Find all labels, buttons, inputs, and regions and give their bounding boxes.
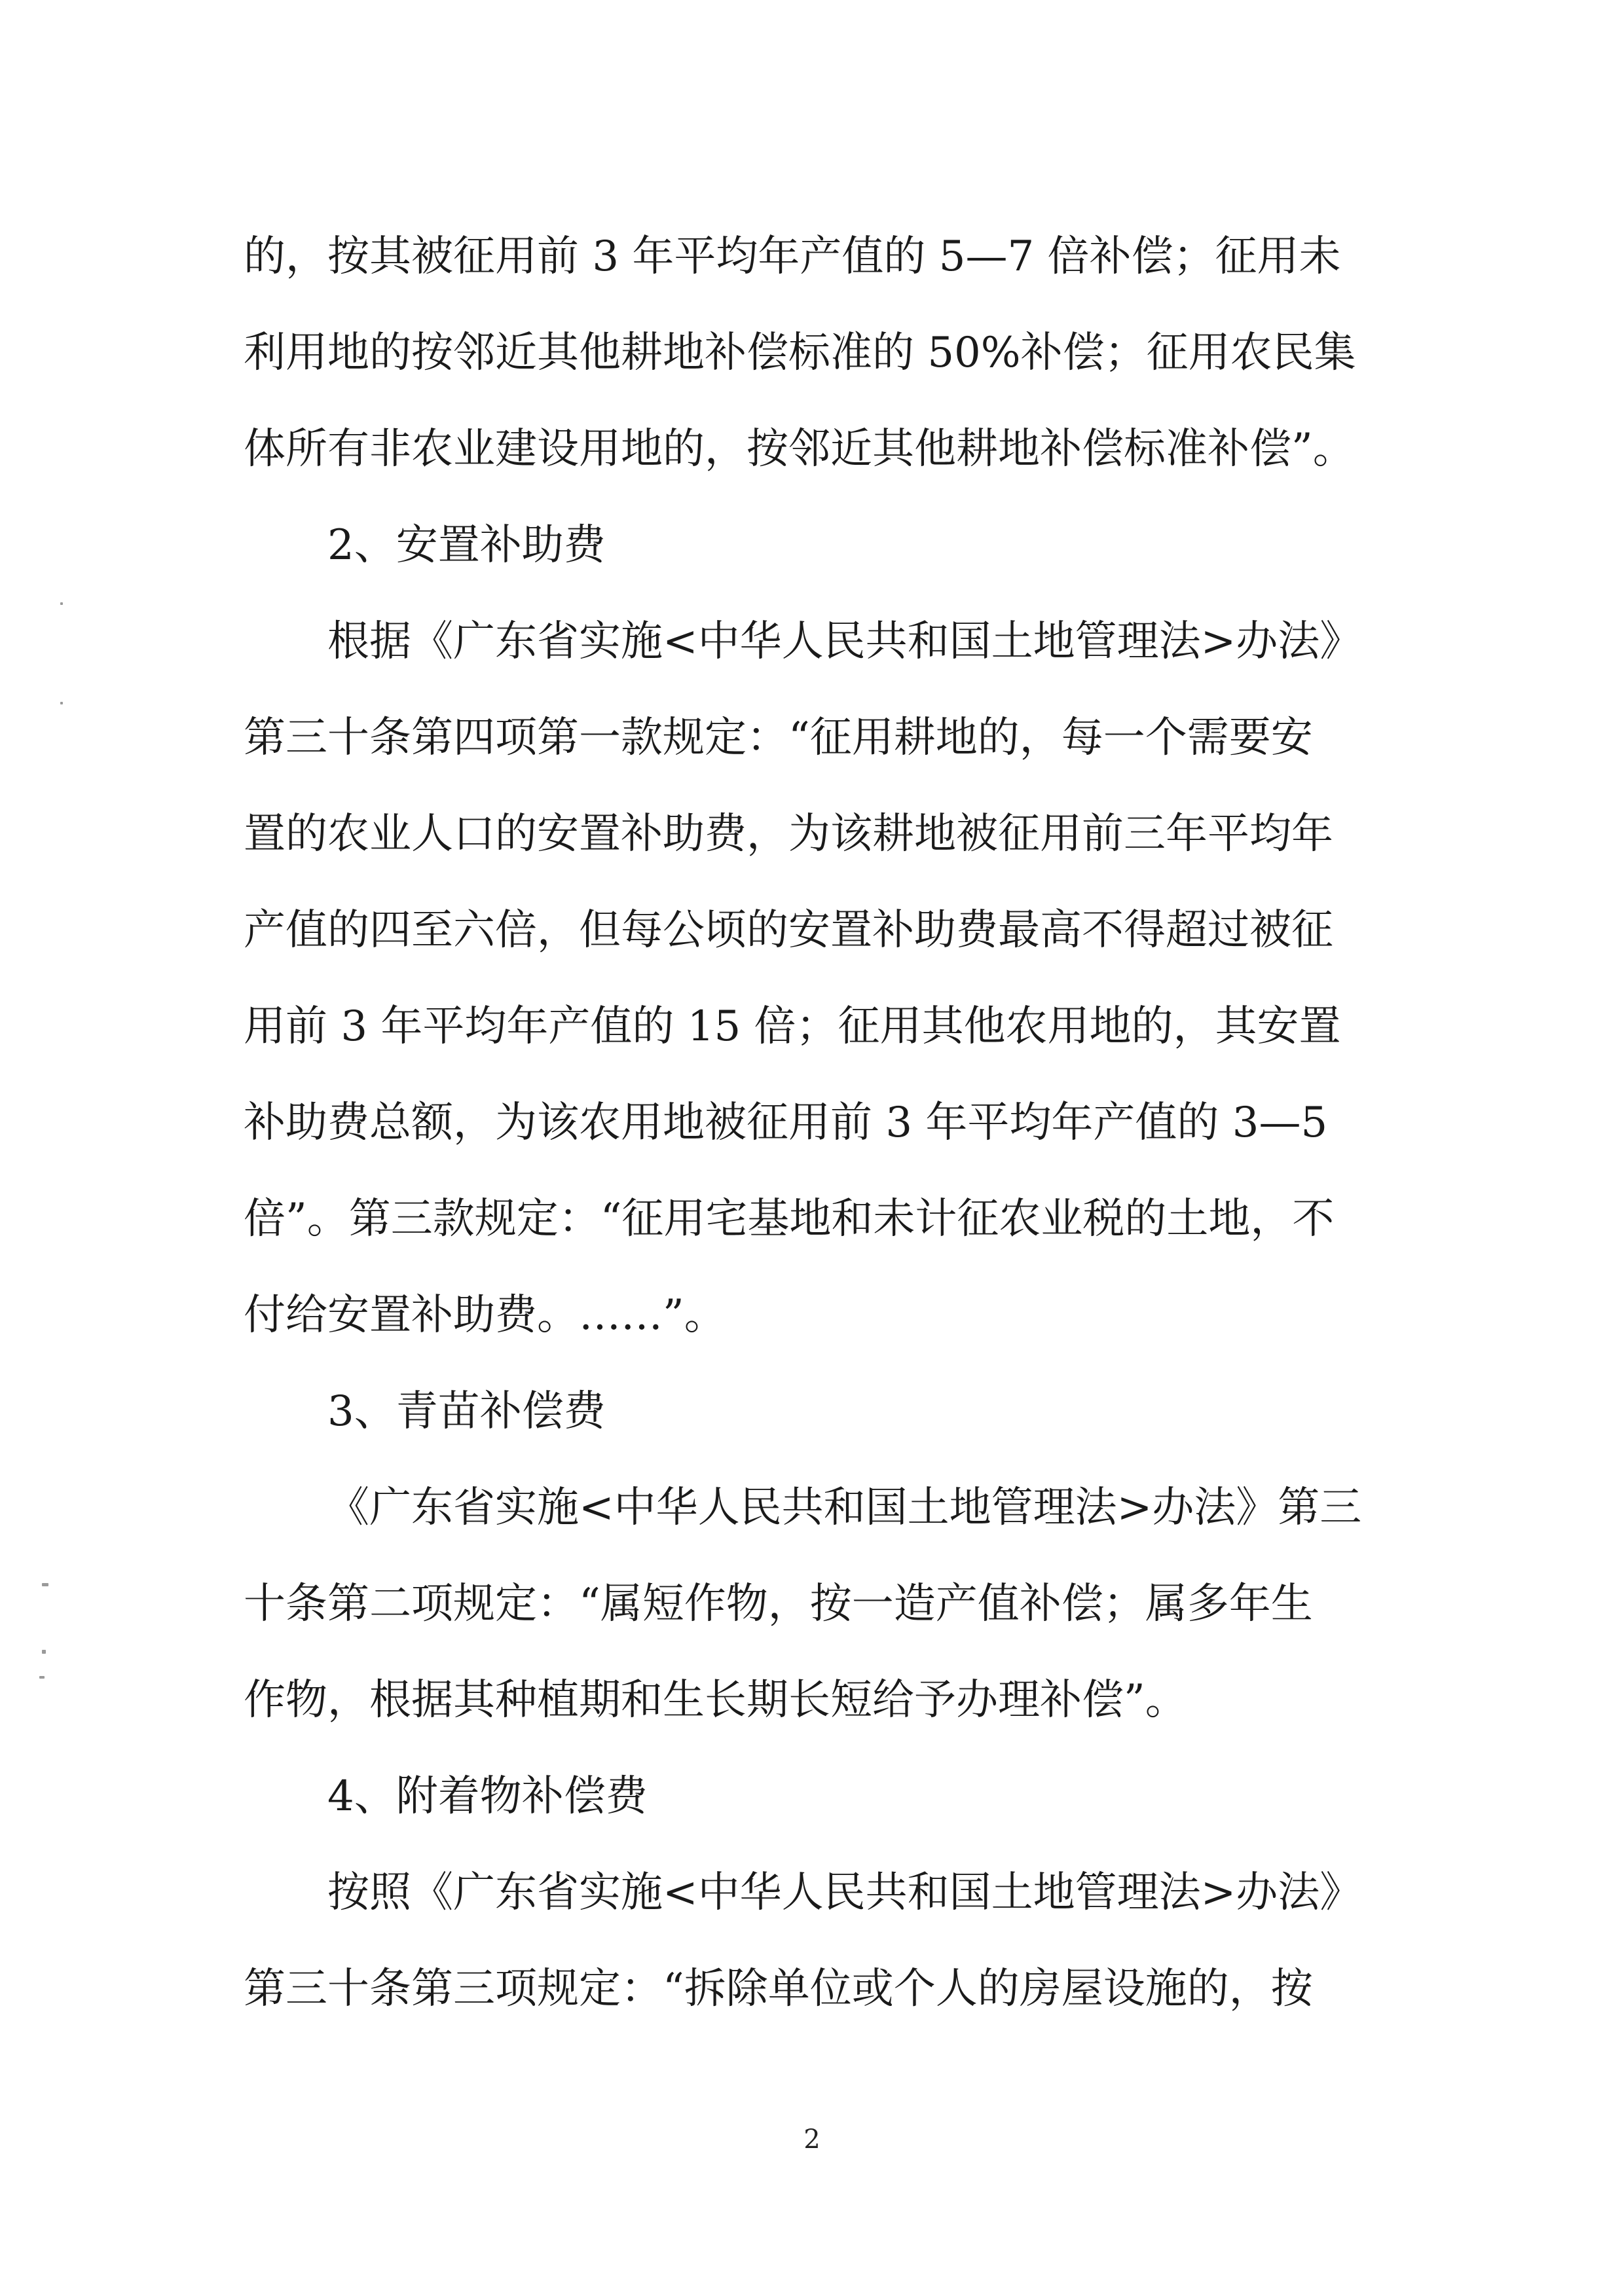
text-line: 用前 3 年平均年产值的 15 倍；征用其他农用地的，其安置 — [244, 1002, 1341, 1051]
scan-speck — [39, 1676, 45, 1679]
section-heading: 2、安置补助费 — [327, 521, 606, 570]
text-line: 置的农业人口的安置补助费，为该耕地被征用前三年平均年 — [244, 810, 1333, 858]
text-line: 第三十条第三项规定：“拆除单位或个人的房屋设施的，按 — [244, 1965, 1313, 2013]
section-heading: 4、附着物补偿费 — [327, 1772, 648, 1821]
text-line: 第三十条第四项第一款规定：“征用耕地的，每一个需要安 — [244, 714, 1313, 762]
section-heading: 3、青苗补偿费 — [327, 1387, 606, 1436]
text-line: 的，按其被征用前 3 年平均年产值的 5—7 倍补偿；征用未 — [244, 232, 1341, 281]
text-line: 按照《广东省实施<中华人民共和国土地管理法>办法》 — [327, 1868, 1362, 1917]
page-number: 2 — [803, 2124, 821, 2155]
text-line: 利用地的按邻近其他耕地补偿标准的 50%补偿；征用农民集 — [244, 329, 1356, 377]
text-line: 作物，根据其种植期和生长期长短给予办理补偿”。 — [244, 1676, 1187, 1724]
text-line: 补助费总额，为该农用地被征用前 3 年平均年产值的 3—5 — [244, 1099, 1328, 1147]
text-line: 十条第二项规定：“属短作物，按一造产值补偿；属多年生 — [244, 1580, 1313, 1628]
text-line: 倍”。第三款规定：“征用宅基地和未计征农业税的土地，不 — [244, 1195, 1335, 1243]
text-line: 付给安置补助费。……”。 — [244, 1291, 726, 1339]
text-line: 根据《广东省实施<中华人民共和国土地管理法>办法》 — [327, 617, 1362, 666]
text-line: 《广东省实施<中华人民共和国土地管理法>办法》第三 — [327, 1484, 1362, 1532]
text-line: 产值的四至六倍，但每公顷的安置补助费最高不得超过被征 — [244, 906, 1333, 955]
scan-speck — [42, 1583, 48, 1586]
scan-speck — [60, 602, 63, 605]
scan-speck — [42, 1650, 46, 1654]
text-line: 体所有非农业建设用地的，按邻近其他耕地补偿标准补偿”。 — [244, 425, 1355, 473]
scan-speck — [60, 702, 63, 704]
